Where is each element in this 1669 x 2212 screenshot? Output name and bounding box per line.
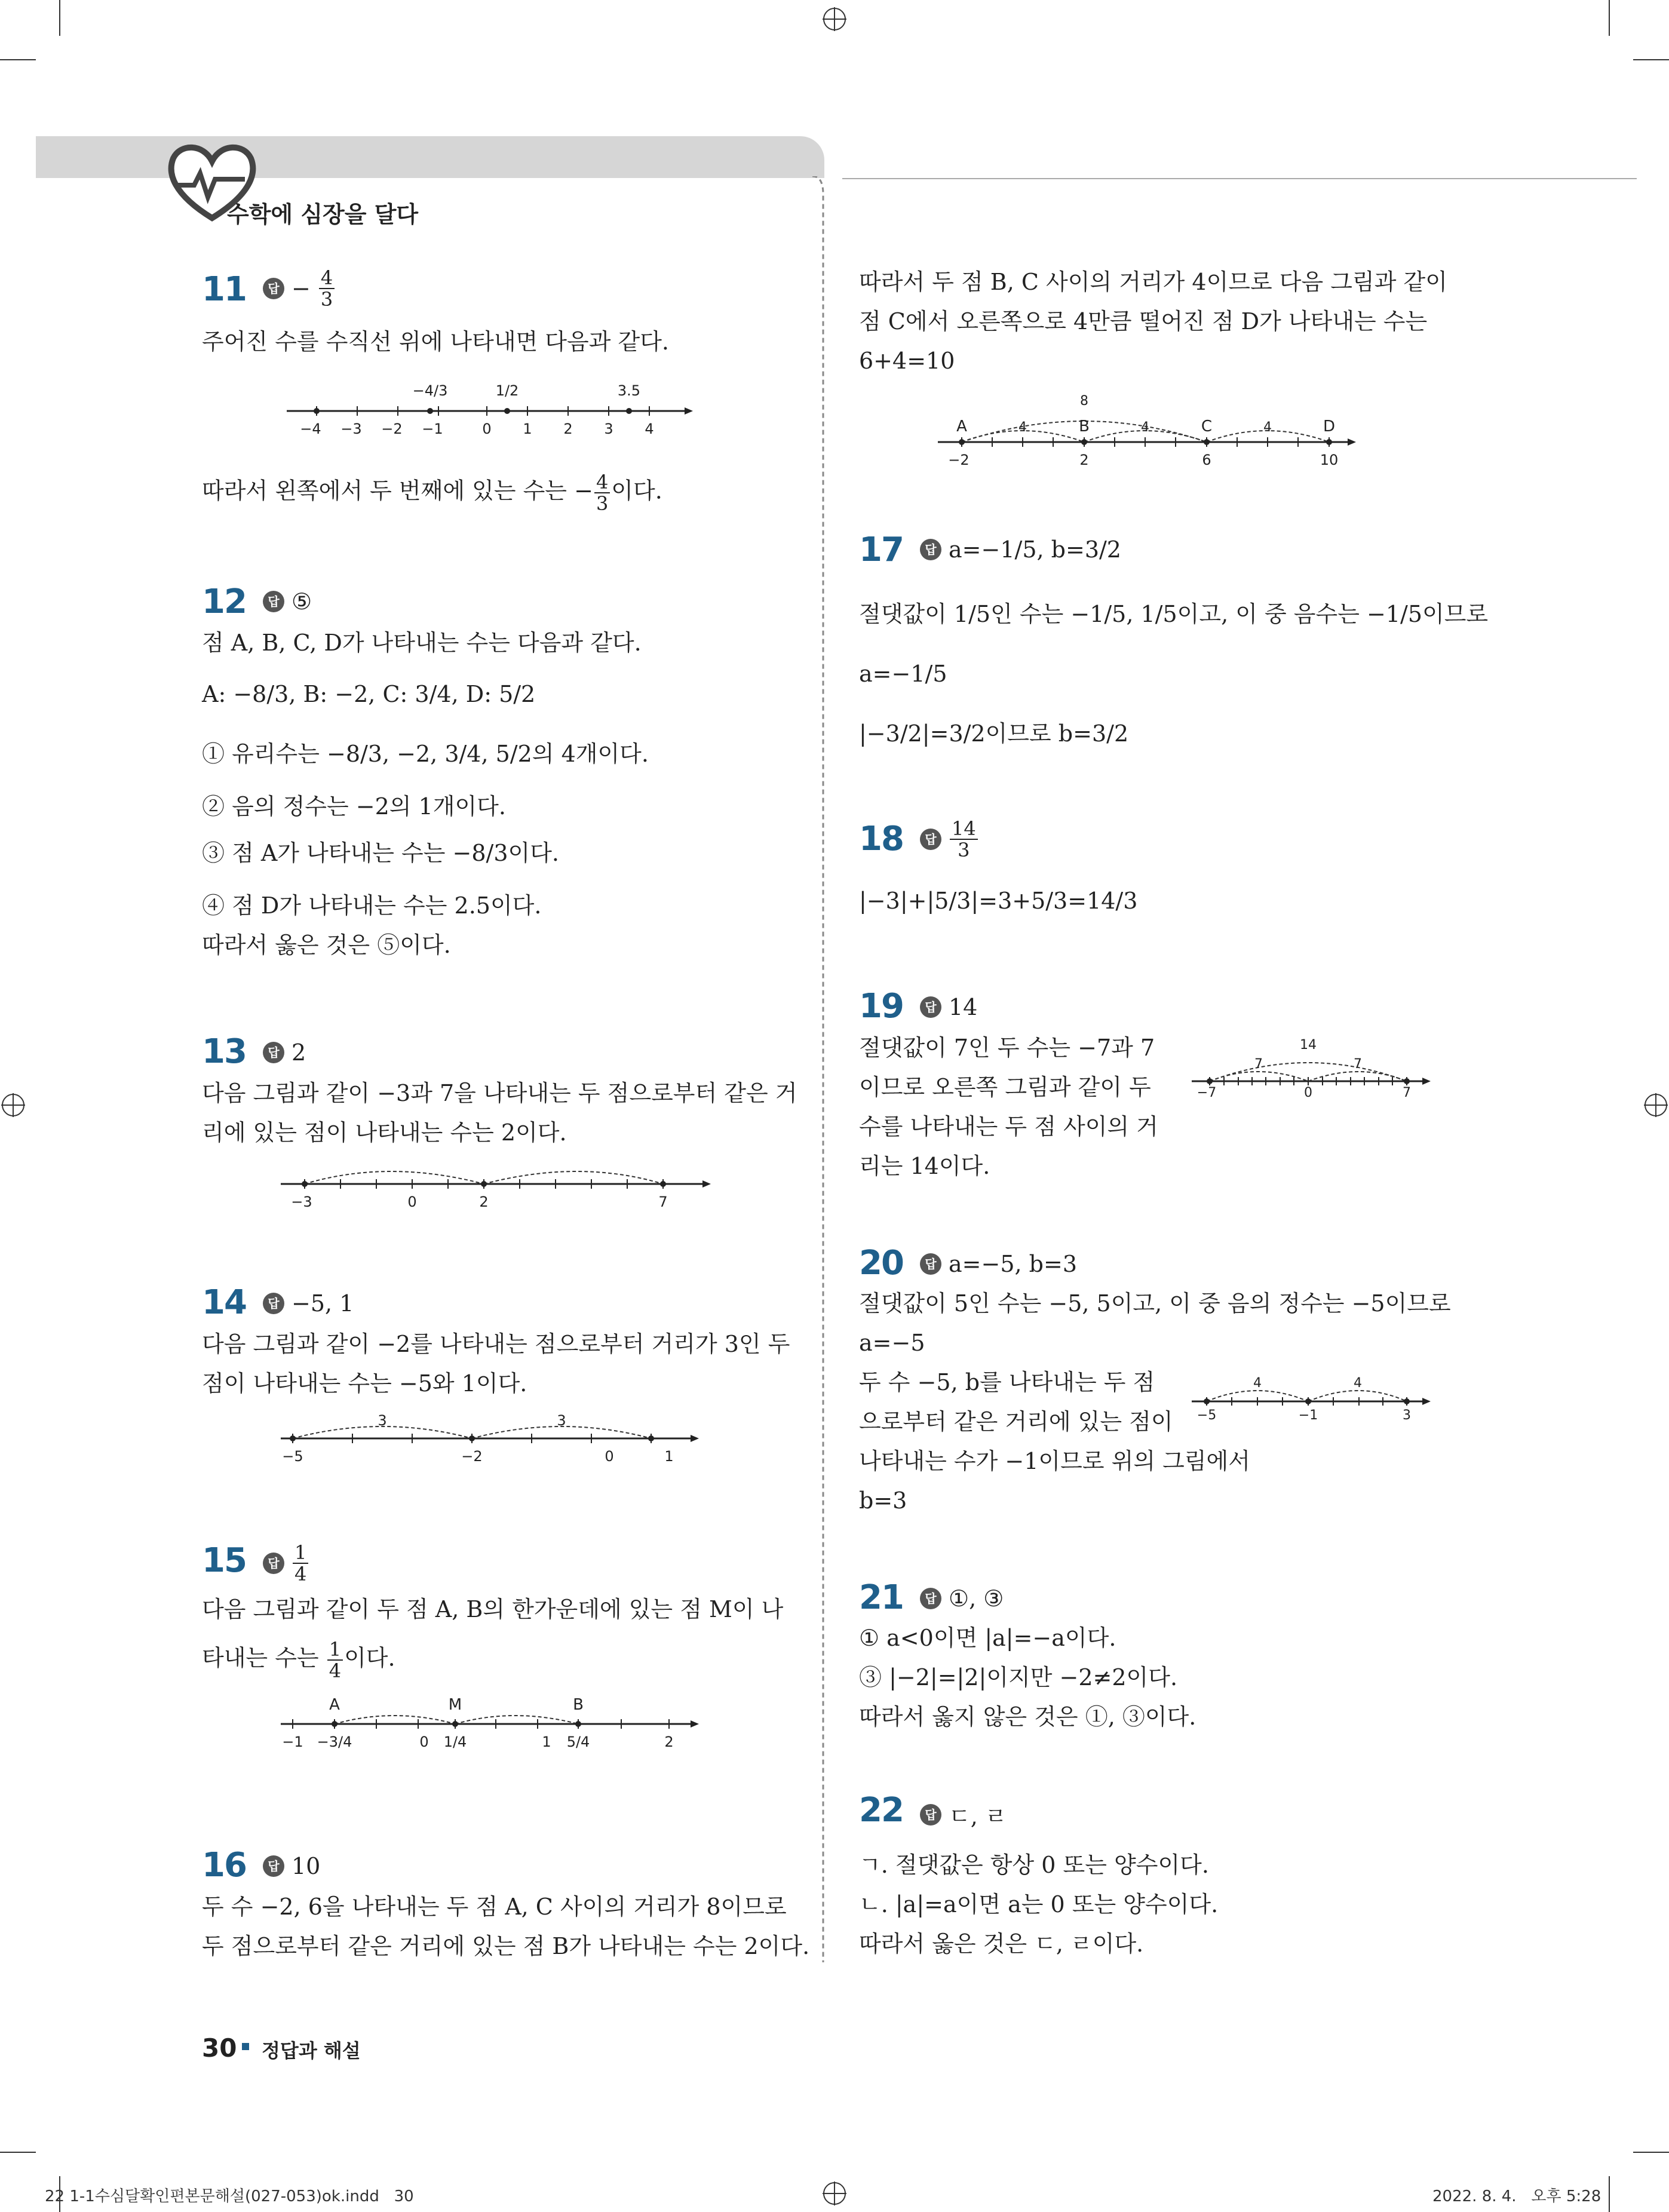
q16-point-label: D [1323, 418, 1336, 435]
footer-square-icon [242, 2043, 249, 2050]
q15-tick-label: 2 [664, 1734, 674, 1750]
q19-arc-label: 14 [1300, 1038, 1317, 1053]
q20-line6: b=3 [859, 1487, 907, 1514]
q16-line2: 두 점으로부터 같은 거리에 있는 점 B가 나타내는 수는 2이다. [202, 1933, 810, 1959]
q15-point-label: B [573, 1696, 584, 1714]
q16-tick-label: 10 [1320, 452, 1339, 468]
answer-badge-icon: 답 [263, 278, 284, 299]
q13-number-line [275, 1159, 717, 1213]
answer-badge-icon: 답 [920, 1253, 941, 1275]
q16-point-label: A [956, 418, 967, 435]
q15-line2: 타내는 수는 $\frac{1}{4}$ 이다. [202, 1638, 395, 1682]
q12-line3: ① 유리수는 −8/3, −2, 3/4, 5/2의 4개이다. [202, 741, 649, 767]
q12-line2: A: −8/3, B: −2, C: 3/4, D: 5/2 [202, 681, 536, 707]
q11-tick-label: −4 [300, 421, 321, 437]
q19-line1: 절댓값이 7인 두 수는 −7과 7 [859, 1035, 1155, 1061]
q14-number-line [275, 1410, 717, 1464]
question-number-19: 19 [859, 987, 903, 1026]
answer-14: 답 −5, 1 [263, 1290, 354, 1317]
q19-arc-label: 7 [1254, 1057, 1263, 1072]
answer-22: 답 ㄷ, ㄹ [920, 1798, 1007, 1831]
q11-point-label: 3.5 [617, 382, 641, 399]
q16-tick-label: 2 [1079, 452, 1089, 468]
q19-tick-label: 7 [1403, 1085, 1411, 1098]
answer-19: 답 14 [920, 994, 977, 1020]
q22-line2: ㄴ. |a|=a이면 a는 0 또는 양수이다. [859, 1891, 1219, 1918]
answer-20: 답 a=−5, b=3 [920, 1251, 1077, 1277]
answer-badge-icon: 답 [920, 1588, 941, 1609]
q19-line4: 리는 14이다. [859, 1153, 990, 1179]
question-number-15: 15 [202, 1541, 246, 1580]
q11-number-line [281, 364, 699, 442]
q11-tick-label: 4 [645, 421, 654, 437]
q17-line2: a=−1/5 [859, 661, 947, 687]
q14-tick-label: −2 [461, 1448, 483, 1464]
q19-line2: 이므로 오른쪽 그림과 같이 두 [859, 1074, 1151, 1100]
q12-line6: ④ 점 D가 나타내는 수는 2.5이다. [202, 892, 542, 919]
footer-section: 정답과 해설 [262, 2039, 361, 2062]
q22-line1: ㄱ. 절댓값은 항상 0 또는 양수이다. [859, 1852, 1209, 1878]
q12-line4: ② 음의 정수는 −2의 1개이다. [202, 793, 506, 820]
q20-tick-label: −5 [1196, 1408, 1217, 1423]
question-number-12: 12 [202, 582, 246, 621]
q20-line5: 나타내는 수가 −1이므로 위의 그림에서 [859, 1448, 1250, 1474]
q11-point-label: −4/3 [412, 382, 448, 399]
q16-tick-label: −2 [948, 452, 970, 468]
q21-line3: 따라서 옳지 않은 것은 ①, ③이다. [859, 1704, 1196, 1730]
q21-line1: ① a<0이면 |a|=−a이다. [859, 1625, 1116, 1651]
question-number-20: 20 [859, 1244, 903, 1283]
header-rule-right [842, 178, 1637, 179]
answer-16: 답 10 [263, 1853, 320, 1879]
q11-tick-label: −2 [381, 421, 403, 437]
q13-line2: 리에 있는 점이 나타내는 수는 2이다. [202, 1119, 567, 1146]
q19-number-line [1186, 1032, 1437, 1098]
q20-line2: a=−5 [859, 1330, 925, 1356]
q15-tick-label: 0 [419, 1734, 429, 1750]
question-number-14: 14 [202, 1283, 246, 1322]
q19-arc-label: 7 [1354, 1057, 1362, 1072]
q12-line5: ③ 점 A가 나타내는 수는 −8/3이다. [202, 840, 559, 866]
q11-line2: 따라서 왼쪽에서 두 번째에 있는 수는 − $\frac{4}{3}$ 이다. [202, 471, 662, 515]
q15-tick-label: 1 [542, 1734, 551, 1750]
answer-badge-icon: 답 [920, 1804, 941, 1826]
q11-point-label: 1/2 [495, 382, 519, 399]
q15-tick-label: 5/4 [566, 1734, 590, 1750]
q12-line7: 따라서 옳은 것은 ⑤이다. [202, 932, 451, 958]
q16-arc-label: 4 [1018, 420, 1027, 435]
q13-tick-label: 0 [407, 1194, 417, 1210]
answer-badge-icon: 답 [263, 1042, 284, 1063]
footer-file-name: 22 1-1수심달확인편본문해설(027-053)ok.indd 30 [45, 2188, 414, 2205]
q16-tick-label: 6 [1202, 452, 1211, 468]
answer-21: 답 ①, ③ [920, 1585, 1004, 1612]
q22-line3: 따라서 옳은 것은 ㄷ, ㄹ이다. [859, 1931, 1144, 1957]
q20-arc-label: 4 [1253, 1376, 1262, 1391]
question-number-22: 22 [859, 1791, 903, 1830]
q15-tick-label: −1 [282, 1734, 303, 1750]
q14-tick-label: −5 [282, 1448, 303, 1464]
page-number: 30 [202, 2033, 237, 2063]
q20-tick-label: −1 [1298, 1408, 1318, 1423]
q14-tick-label: 1 [664, 1448, 674, 1464]
q16-number-line [932, 388, 1374, 472]
q11-tick-label: −1 [422, 421, 443, 437]
footer-timestamp: 2022. 8. 4. 오후 5:28 [1432, 2188, 1601, 2205]
answer-badge-icon: 답 [263, 1855, 284, 1877]
question-number-21: 21 [859, 1578, 903, 1617]
answer-15: 답 $\frac{1}{4}$ [263, 1542, 309, 1584]
q16-arc-label: 4 [1263, 420, 1272, 435]
q11-tick-label: 3 [604, 421, 613, 437]
answer-badge-icon: 답 [263, 591, 284, 612]
q20-arc-label: 4 [1354, 1376, 1362, 1391]
header-title: 수학에 심장을 달다 [227, 201, 419, 228]
answer-badge-icon: 답 [920, 996, 941, 1018]
q13-line1: 다음 그림과 같이 −3과 7을 나타내는 두 점으로부터 같은 거 [202, 1080, 797, 1106]
q14-arc-label: 3 [557, 1412, 566, 1429]
question-number-18: 18 [859, 820, 903, 858]
q16-cont-line1: 따라서 두 점 B, C 사이의 거리가 4이므로 다음 그림과 같이 [859, 269, 1447, 295]
answer-badge-icon: 답 [920, 539, 941, 560]
q11-line1: 주어진 수를 수직선 위에 나타내면 다음과 같다. [202, 329, 670, 355]
q20-line1: 절댓값이 5인 수는 −5, 5이고, 이 중 음의 정수는 −5이므로 [859, 1290, 1451, 1317]
q15-number-line [275, 1691, 717, 1774]
q16-point-label: B [1079, 418, 1090, 435]
q15-line1: 다음 그림과 같이 두 점 A, B의 한가운데에 있는 점 M이 나 [202, 1596, 784, 1622]
q14-line2: 점이 나타내는 수는 −5와 1이다. [202, 1370, 527, 1397]
q11-tick-label: −3 [340, 421, 362, 437]
q13-tick-label: −3 [291, 1194, 312, 1210]
q15-tick-label: −3/4 [317, 1734, 352, 1750]
answer-18: 답 $\frac{14}{3}$ [920, 818, 979, 860]
question-number-16: 16 [202, 1846, 246, 1885]
q20-tick-label: 3 [1403, 1408, 1411, 1423]
answer-12: 답 ⑤ [263, 588, 312, 615]
q16-arc-label: 8 [1080, 394, 1088, 409]
q16-line1: 두 수 −2, 6을 나타내는 두 점 A, C 사이의 거리가 8이므로 [202, 1894, 787, 1920]
answer-badge-icon: 답 [920, 829, 941, 850]
answer-17: 답 a=−1/5, b=3/2 [920, 536, 1121, 563]
q17-line1: 절댓값이 1/5인 수는 −1/5, 1/5이고, 이 중 음수는 −1/5이므로 [859, 601, 1489, 627]
answer-11: 답 − $\frac{4}{3}$ [263, 268, 336, 309]
q17-line3: |−3/2|=3/2이므로 b=3/2 [859, 720, 1129, 747]
q19-line3: 수를 나타내는 두 점 사이의 거 [859, 1113, 1158, 1140]
question-number-13: 13 [202, 1032, 246, 1071]
q16-cont-line3: 6+4=10 [859, 348, 955, 374]
q11-tick-label: 2 [563, 421, 573, 437]
column-divider [812, 176, 836, 1968]
q14-line1: 다음 그림과 같이 −2를 나타내는 점으로부터 거리가 3인 두 [202, 1331, 790, 1357]
q20-number-line [1186, 1367, 1437, 1432]
q19-tick-label: −7 [1196, 1085, 1217, 1098]
q15-tick-label: 1/4 [443, 1734, 467, 1750]
answer-badge-icon: 답 [263, 1293, 284, 1314]
q11-tick-label: 0 [482, 421, 492, 437]
q14-tick-label: 0 [605, 1448, 614, 1464]
q20-line3: 두 수 −5, b를 나타내는 두 점 [859, 1369, 1155, 1395]
q13-tick-label: 7 [658, 1194, 668, 1210]
q14-arc-label: 3 [378, 1412, 387, 1429]
q21-line2: ③ |−2|=|2|이지만 −2≠2이다. [859, 1664, 1178, 1691]
header-band [36, 136, 824, 178]
q15-point-label: M [448, 1696, 462, 1714]
q16-cont-line2: 점 C에서 오른쪽으로 4만큼 떨어진 점 D가 나타내는 수는 [859, 308, 1428, 335]
q15-point-label: A [329, 1696, 340, 1714]
q12-line1: 점 A, B, C, D가 나타내는 수는 다음과 같다. [202, 630, 642, 656]
question-number-11: 11 [202, 270, 246, 309]
q11-tick-label: 1 [523, 421, 532, 437]
q16-arc-label: 4 [1141, 420, 1149, 435]
q18-line1: |−3|+|5/3|=3+5/3=14/3 [859, 888, 1138, 914]
q16-point-label: C [1201, 418, 1213, 435]
q19-tick-label: 0 [1304, 1085, 1312, 1098]
question-number-17: 17 [859, 530, 903, 569]
q13-tick-label: 2 [479, 1194, 489, 1210]
answer-badge-icon: 답 [263, 1553, 284, 1574]
answer-13: 답 2 [263, 1039, 306, 1066]
q20-line4: 으로부터 같은 거리에 있는 점이 [859, 1409, 1173, 1435]
